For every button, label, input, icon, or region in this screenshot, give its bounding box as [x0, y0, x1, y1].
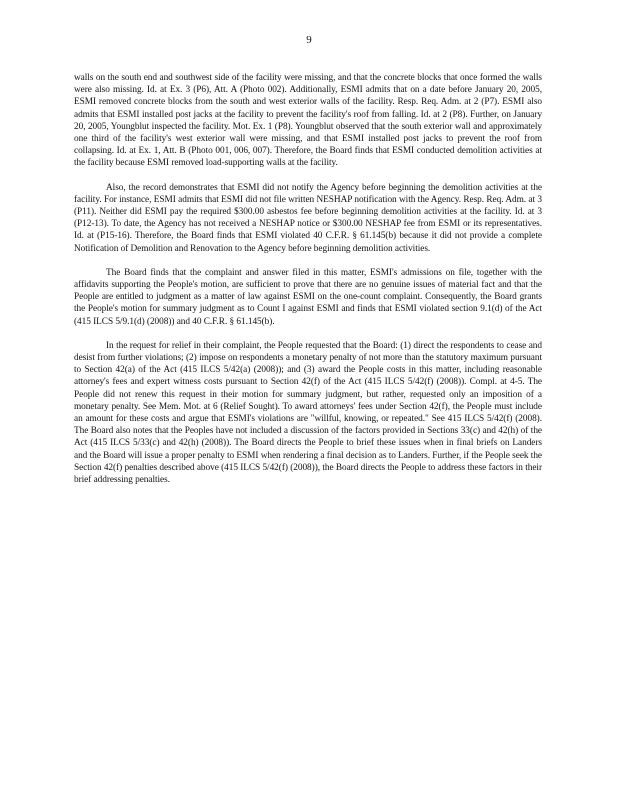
paragraph-3: The Board finds that the complaint and answer filed in this matter, ESMI's admissions on file, together with the affidavits supporting the People's motion, are sufficient to prove that there are no genuine issues of material fact and that the People are entitled to judgment as a matter of law against ESMI on the one-count complaint. Consequently, the Board grants the People's motion for summary judgment as to Count I against ESMI and finds that ESMI violated section 9.1(d) of the Act (415 ILCS 5/9.1(d) (2008)) and 40 C.F.R. § 61.145(b). [74, 267, 542, 327]
page-number: 9 [306, 34, 312, 46]
document-body [74, 72, 542, 498]
paragraph-4: In the request for relief in their complaint, the People requested that the Board: (1) direct the respondents to cease and desist from further violations; (2) impose on respondents a monetary penalty of not more than the statutory maximum pursuant to Section 42(a) of the Act (415 ILCS 5/42(a) (2008)); and (3) award the People costs in this matter, including reasonable attorney's fees and expert witness costs pursuant to Section 42(f) of the Act (415 ILCS 5/42(f) (2008)). Compl. at 4-5. The People did not renew this request in their motion for summary judgment, but rather, requested only an imposition of a monetary penalty. See Mem. Mot. at 6 (Relief Sought). To award attorneys' fees under Section 42(f), the People must include an amount for these costs and argue that ESMI's violations are "willful, knowing, or repeated." See 415 ILCS 5/42(f) (2008). The Board also notes that the Peoples have not included a discussion of the factors provided in Sections 33(c) and 42(h) of the Act (415 ILCS 5/33(c) and 42(h) (2008)). The Board directs the People to brief these issues when in final briefs on Landers and the Board will issue a proper penalty to ESMI when rendering a final decision as to Landers. Further, if the People seek the Section 42(f) penalties described above (415 ILCS 5/42(f) (2008)), the Board directs the People to address these factors in their brief addressing penalties. [74, 340, 542, 486]
paragraph-2: Also, the record demonstrates that ESMI did not notify the Agency before beginning the demolition activities at the facility. For instance, ESMI admits that ESMI did not file written NESHAP notification with the Agency. Resp. Req. Adm. at 3 (P11). Neither did ESMI pay the required $300.00 asbestos fee before beginning demolition activities at the facility. Id. at 3 (P12-13). To date, the Agency has not received a NESHAP notice or $300.00 NESHAP fee from ESMI or its representatives. Id. at (P15-16). Therefore, the Board finds that ESMI violated 40 C.F.R. § 61.145(b) because it did not provide a complete Notification of Demolition and Renovation to the Agency before beginning demolition activities. [74, 182, 542, 254]
paragraph-1: walls on the south end and southwest side of the facility were missing, and that the concrete blocks that once formed the walls were also missing. Id. at Ex. 3 (P6), Att. A (Photo 002). Additionally, ESMI admits that on a date before January 20, 2005, ESMI removed concrete blocks from the south and west exterior walls of the facility. Resp. Req. Adm. at 2 (P7). ESMI also admits that ESMI installed post jacks at the facility to prevent the facility's roof from falling. Id. at 2 (P8). Further, on January 20, 2005, Youngblut inspected the facility. Mot. Ex. 1 (P8). Youngblut observed that the south exterior wall and approximately one third of the facility's west exterior wall were missing, and that ESMI installed post jacks to prevent the roof from collapsing. Id. at Ex. 1, Att. B (Photo 001, 006, 007). Therefore, the Board finds that ESMI conducted demolition activities at the facility because ESMI removed load-supporting walls at the facility. [74, 73, 542, 169]
